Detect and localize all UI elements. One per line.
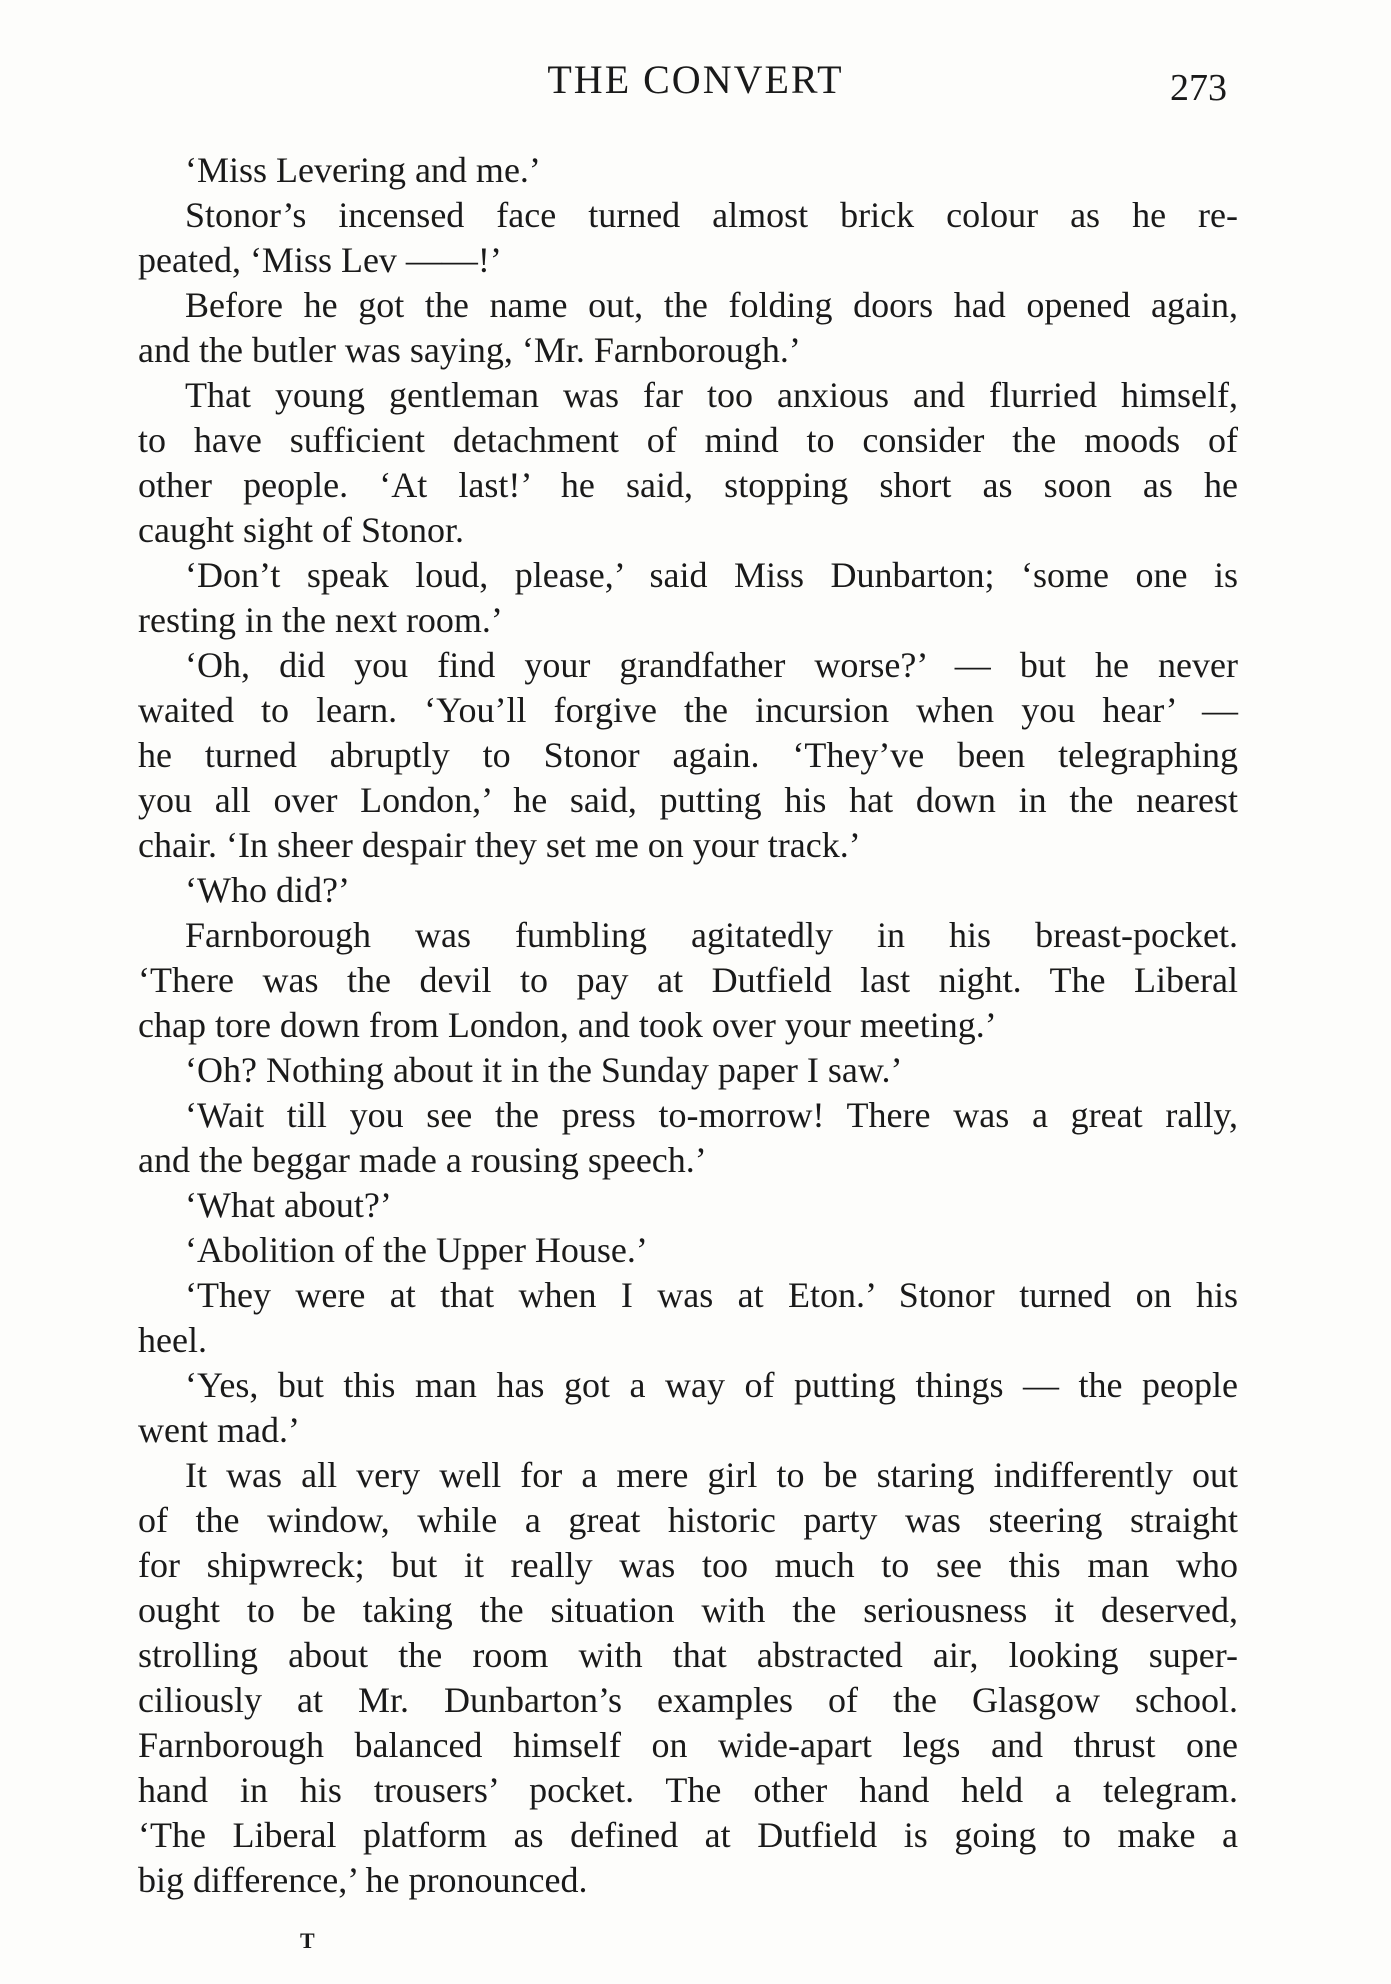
text-line: ‘They were at that when I was at Eton.’ Stonor turned on his <box>185 1275 1238 1315</box>
text-line: heel. <box>138 1320 207 1360</box>
text-line: chap tore down from London, and took over your meeting.’ <box>138 1005 997 1045</box>
text-line: hand in his trousers’ pocket. The other hand held a telegram. <box>138 1770 1238 1810</box>
text-line: ‘Abolition of the Upper House.’ <box>185 1230 648 1270</box>
body-text <box>138 148 1238 1903</box>
text-line: for shipwreck; but it really was too much to see this man who <box>138 1545 1238 1585</box>
text-line: ‘Oh, did you find your grandfather worse?’ — but he never <box>185 645 1238 685</box>
text-line: ‘Oh? Nothing about it in the Sunday paper I saw.’ <box>185 1050 903 1090</box>
text-line: ought to be taking the situation with the seriousness it deserved, <box>138 1590 1238 1630</box>
text-line: Stonor’s incensed face turned almost brick colour as he re- <box>185 195 1238 235</box>
text-line: ‘There was the devil to pay at Dutfield last night. The Liberal <box>138 960 1238 1000</box>
text-line: of the window, while a great historic party was steering straight <box>138 1500 1238 1540</box>
text-line: resting in the next room.’ <box>138 600 503 640</box>
text-line: went mad.’ <box>138 1410 300 1450</box>
text-line: ‘Wait till you see the press to-morrow! There was a great rally, <box>185 1095 1238 1135</box>
text-line: ‘Yes, but this man has got a way of putting things — the people <box>185 1365 1238 1405</box>
text-line: strolling about the room with that abstracted air, looking super- <box>138 1635 1238 1675</box>
text-line: big difference,’ he pronounced. <box>138 1860 588 1900</box>
running-head <box>0 56 1391 109</box>
text-line: and the beggar made a rousing speech.’ <box>138 1140 707 1180</box>
text-line: Before he got the name out, the folding doors had opened again, <box>185 285 1238 325</box>
text-line: ‘Don’t speak loud, please,’ said Miss Dunbarton; ‘some one is <box>185 555 1238 595</box>
text-line: ‘The Liberal platform as defined at Dutfield is going to make a <box>138 1815 1238 1855</box>
page-number: 273 <box>1170 67 1227 109</box>
signature-mark: T <box>300 1928 315 1953</box>
text-line: peated, ‘Miss Lev ——!’ <box>138 240 502 280</box>
text-line: Farnborough balanced himself on wide-apart legs and thrust one <box>138 1725 1238 1765</box>
running-title: THE CONVERT <box>547 57 844 102</box>
text-line: That young gentleman was far too anxious and flurried himself, <box>185 375 1238 415</box>
text-line: ‘Miss Levering and me.’ <box>185 150 541 190</box>
text-line: he turned abruptly to Stonor again. ‘They’ve been telegraphing <box>138 735 1238 775</box>
text-line: other people. ‘At last!’ he said, stopping short as soon as he <box>138 465 1238 505</box>
text-line: ‘Who did?’ <box>185 870 350 910</box>
text-line: and the butler was saying, ‘Mr. Farnborough.’ <box>138 330 801 370</box>
text-line: to have sufficient detachment of mind to consider the moods of <box>138 420 1238 460</box>
text-line: ciliously at Mr. Dunbarton’s examples of the Glasgow school. <box>138 1680 1238 1720</box>
text-line: chair. ‘In sheer despair they set me on your track.’ <box>138 825 861 865</box>
text-line: you all over London,’ he said, putting his hat down in the nearest <box>138 780 1238 820</box>
text-line: waited to learn. ‘You’ll forgive the incursion when you hear’ — <box>138 690 1238 730</box>
text-line: Farnborough was fumbling agitatedly in his breast-pocket. <box>185 915 1238 955</box>
text-line: It was all very well for a mere girl to be staring indifferently out <box>185 1455 1238 1495</box>
text-line: caught sight of Stonor. <box>138 510 464 550</box>
text-line: ‘What about?’ <box>185 1185 392 1225</box>
